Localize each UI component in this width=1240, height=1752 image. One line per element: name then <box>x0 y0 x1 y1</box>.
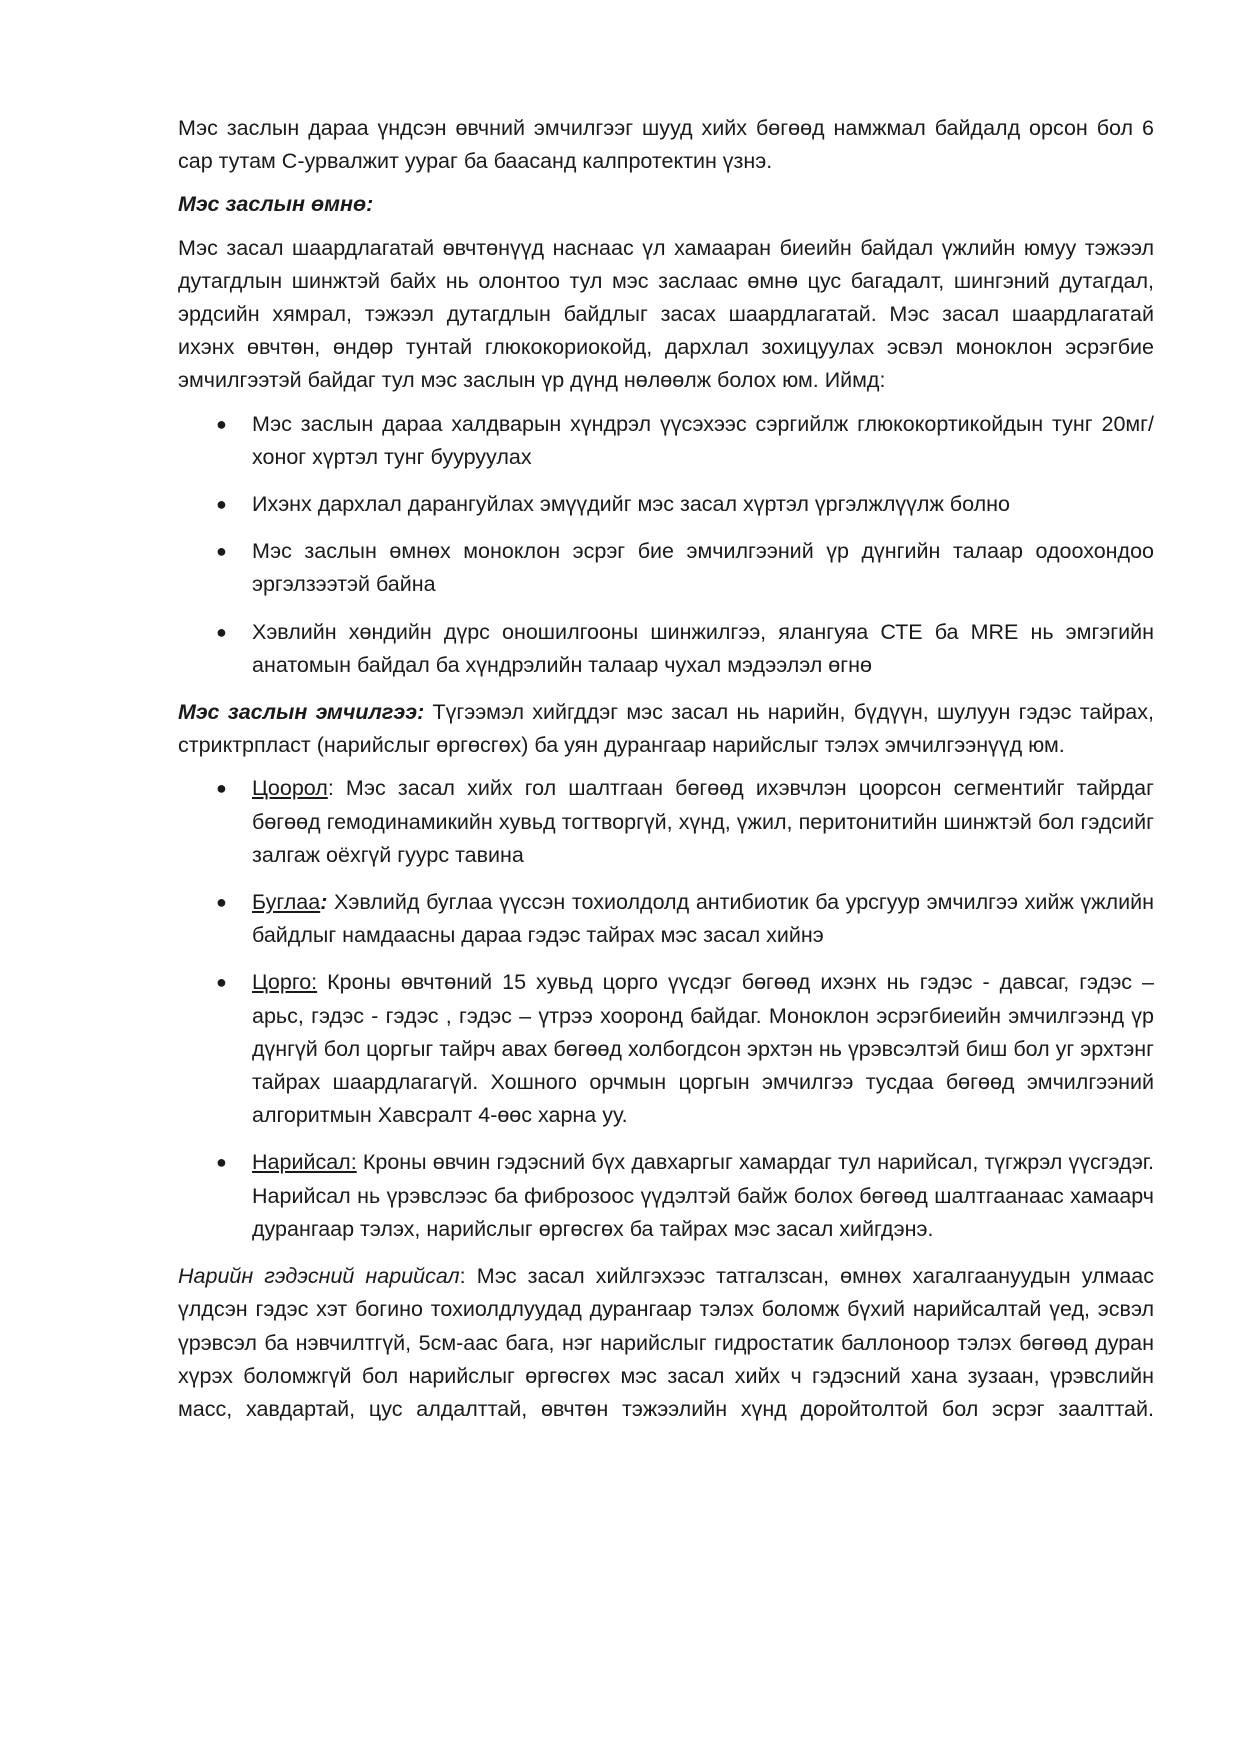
list-item: ● Мэс заслын дараа халдварын хүндрэл үүсэхээс сэргийлж глюкокортикойдын тунг 20мг/хоног хүртэл тунг бууруулах <box>178 408 1154 474</box>
list-item: ● Хэвлийн хөндийн дүрс оношилгооны шинжилгээ, ялангуяа СТЕ ба MRE нь эмгэгийн анатомын байдал ба хүндрэлийн талаар чухал мэдээлэл өгнө <box>178 616 1154 682</box>
paragraph-small-bowel-stricture: Нарийн гэдэсний нарийсал: Мэс засал хийлгэхээс татгалзсан, өмнөх хагалгаануудын улмаас үлдсэн гэдэс хэт богино тохиолдлуудад дурангаар тэлэх боломж бүхий нарийсалтай үед, эсвэл үрэвсэл ба нэвчилтгүй, 5см-аас бага, нэг нарийслыг гидростатик баллоноор тэлэх бөгөөд дуран хүрэх боломжгүй бол нарийслыг өргөсгөх мэс засал хийх ч гэдэсний хана зузаан, үрэвслийн масс, хавдартай, цус алдалттай, өвчтөн тэжээлийн хүнд доройтолтой бол эсрэг заалттай. <box>178 1264 1154 1421</box>
bullet-icon: ● <box>216 972 227 993</box>
surgical-treatment-lead: Мэс заслын эмчилгээ: <box>178 700 425 725</box>
term-abscess: Буглаа <box>252 890 321 915</box>
small-bowel-stricture-lead: Нарийн гэдэсний нарийсал <box>178 1264 460 1289</box>
bullet-icon: ● <box>216 413 227 434</box>
bullet-icon: ● <box>216 621 227 642</box>
term-perforation: Цоорол <box>252 776 328 801</box>
bullet-icon: ● <box>216 778 227 799</box>
list-item: ● Цорго: Кроны өвчтөний 15 хувьд цорго үүсдэг бөгөөд ихэнх нь гэдэс - давсаг, гэдэс – арьс, гэдэс - гэдэс , гэдэс – үтрээ хооронд байдаг. Моноклон эсрэгбиеийн эмчилгээнд үр дүнгүй бол цоргыг тайрч авах бөгөөд холбогдсон эрхтэн нь үрэвсэлтэй биш бол уг эрхтэнг тайрах шаардлагагүй. Хошного орчмын цоргын эмчилгээ тусдаа бөгөөд эмчилгээний алгоритмын Хавсралт 4-өөс харна уу. <box>178 966 1154 1132</box>
list-item: ● Ихэнх дархлал дарангуйлах эмүүдийг мэс засал хүртэл үргэлжлүүлж болно <box>178 488 1154 521</box>
heading-before-surgery: Мэс заслын өмнө: <box>178 192 374 217</box>
term-fistula: Цорго: <box>252 970 318 995</box>
list-surgical-treatment <box>178 772 1154 1246</box>
paragraph-intro: Мэс заслын дараа үндсэн өвчний эмчилгээг шууд хийх бөгөөд намжмал байдалд орсон бол 6 сар тутам С-урвалжит уураг ба баасанд калпротектин үзнэ. <box>178 116 1154 174</box>
list-item: ● Нарийсал: Кроны өвчин гэдэсний бүх давхаргыг хамардаг тул нарийсал, түгжрэл үүсгэдэг. Нарийсал нь үрэвслээс ба фиброзоос үүдэлтэй байж болох бөгөөд шалтгаанаас хамаарч дурангаар тэлэх, нарийслыг өргөсгөх ба тайрах мэс засал хийгдэнэ. <box>178 1146 1154 1246</box>
list-item: ● Цоорол: Мэс засал хийх гол шалтгаан бөгөөд ихэвчлэн цоорсон сегментийг тайрдаг бөгөөд гемодинамикийн хувьд тогтворгүй, хүнд, үжил, перитонитийн шинжтэй бол гэдсийг залгаж оёхгүй гуурс тавина <box>178 772 1154 872</box>
list-before-surgery <box>178 408 1154 682</box>
list-item: ● Буглаа: Хэвлийд буглаа үүссэн тохиолдолд антибиотик ба урсгуур эмчилгээ хийж үжлийн байдлыг намдаасны дараа гэдэс тайрах мэс засал хийнэ <box>178 886 1154 952</box>
document-page <box>178 112 1154 1436</box>
bullet-icon: ● <box>216 541 227 562</box>
bullet-icon: ● <box>216 1152 227 1173</box>
paragraph-surgical-treatment: Мэс заслын эмчилгээ: Түгээмэл хийгддэг мэс засал нь нарийн, бүдүүн, шулуун гэдэс тайрах, стриктрпласт (нарийслыг өргөсгөх) ба уян дурангаар нарийслыг тэлэх эмчилгээнүүд юм. <box>178 700 1154 758</box>
bullet-icon: ● <box>216 494 227 515</box>
term-stricture: Нарийсал: <box>252 1150 357 1175</box>
paragraph-before-surgery: Мэс засал шаардлагатай өвчтөнүүд наснаас үл хамааран биеийн байдал үжлийн юмуу тэжээл дутагдлын шинжтэй байх нь олонтоо тул мэс заслаас өмнө цус багадалт, шингэний дутагдал, эрдсийн хямрал, тэжээл дутагдлын байдлыг засах шаардлагатай. Мэс засал шаардлагатай ихэнх өвчтөн, өндөр тунтай глюкокориокойд, дархлал зохицуулах эсвэл моноклон эсрэгбие эмчилгээтэй байдаг тул мэс заслын үр дүнд нөлөөлж болох юм. Иймд: <box>178 235 1154 393</box>
list-item: ● Мэс заслын өмнөх моноклон эсрэг бие эмчилгээний үр дүнгийн талаар одоохондоо эргэлзээтэй байна <box>178 535 1154 601</box>
bullet-icon: ● <box>216 892 227 913</box>
